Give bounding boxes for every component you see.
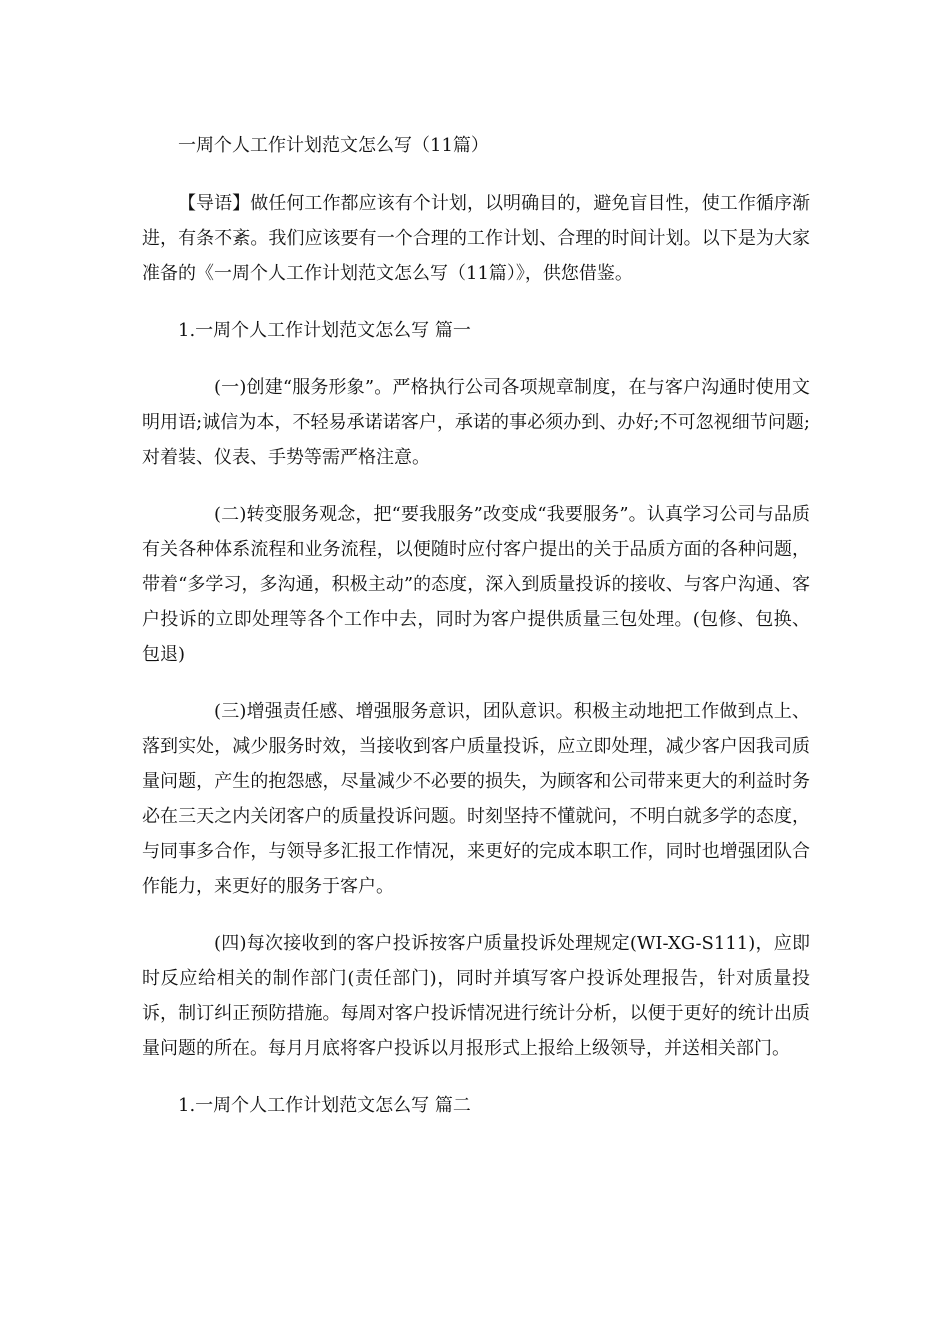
section-heading-part-two: 1.一周个人工作计划范文怎么写 篇二 <box>178 1095 471 1116</box>
section-one-item-1: (一)创建“服务形象”。严格执行公司各项规章制度，在与客户沟通时使用文明用语;诚信为本，不轻易承诺诺客户，承诺的事必须办到、办好;不可忽视细节问题;对着装、仪表、手势等需严格注意。 <box>142 377 810 468</box>
section-heading-part-one: 1.一周个人工作计划范文怎么写 篇一 <box>178 320 471 341</box>
intro-paragraph: 【导语】做任何工作都应该有个计划，以明确目的，避免盲目性，使工作循序渐进，有条不紊。我们应该要有一个合理的工作计划、合理的时间计划。以下是为大家准备的《一周个人工作计划范文怎么写（11篇）》，供您借鉴。 <box>142 193 810 284</box>
section-one-item-3: (三)增强责任感、增强服务意识，团队意识。积极主动地把工作做到点上、落到实处，减少服务时效，当接收到客户质量投诉，应立即处理，减少客户因我司质量问题，产生的抱怨感，尽量减少不必要的损失，为顾客和公司带来更大的利益时务必在三天之内关闭客户的质量投诉问题。时刻坚持不懂就问，不明白就多学的态度，与同事多合作，与领导多汇报工作情况，来更好的完成本职工作，同时也增强团队合作能力，来更好的服务于客户。 <box>142 701 810 897</box>
document-body <box>142 128 810 1145</box>
section-one-item-4: (四)每次接收到的客户投诉按客户质量投诉处理规定(WI-XG-S111)，应即时反应给相关的制作部门(责任部门)，同时并填写客户投诉处理报告，针对质量投诉，制订纠正预防措施。每周对客户投诉情况进行统计分析，以便于更好的统计出质量问题的所在。每月月底将客户投诉以月报形式上报给上级领导，并送相关部门。 <box>142 933 810 1059</box>
section-one-item-2: (二)转变服务观念，把“要我服务”改变成“我要服务”。认真学习公司与品质有关各种体系流程和业务流程，以便随时应付客户提出的关于品质方面的各种问题，带着“多学习，多沟通，积极主动”的态度，深入到质量投诉的接收、与客户沟通、客户投诉的立即处理等各个工作中去，同时为客户提供质量三包处理。(包修、包换、包退) <box>142 504 810 665</box>
document-title: 一周个人工作计划范文怎么写（11篇） <box>178 135 489 156</box>
